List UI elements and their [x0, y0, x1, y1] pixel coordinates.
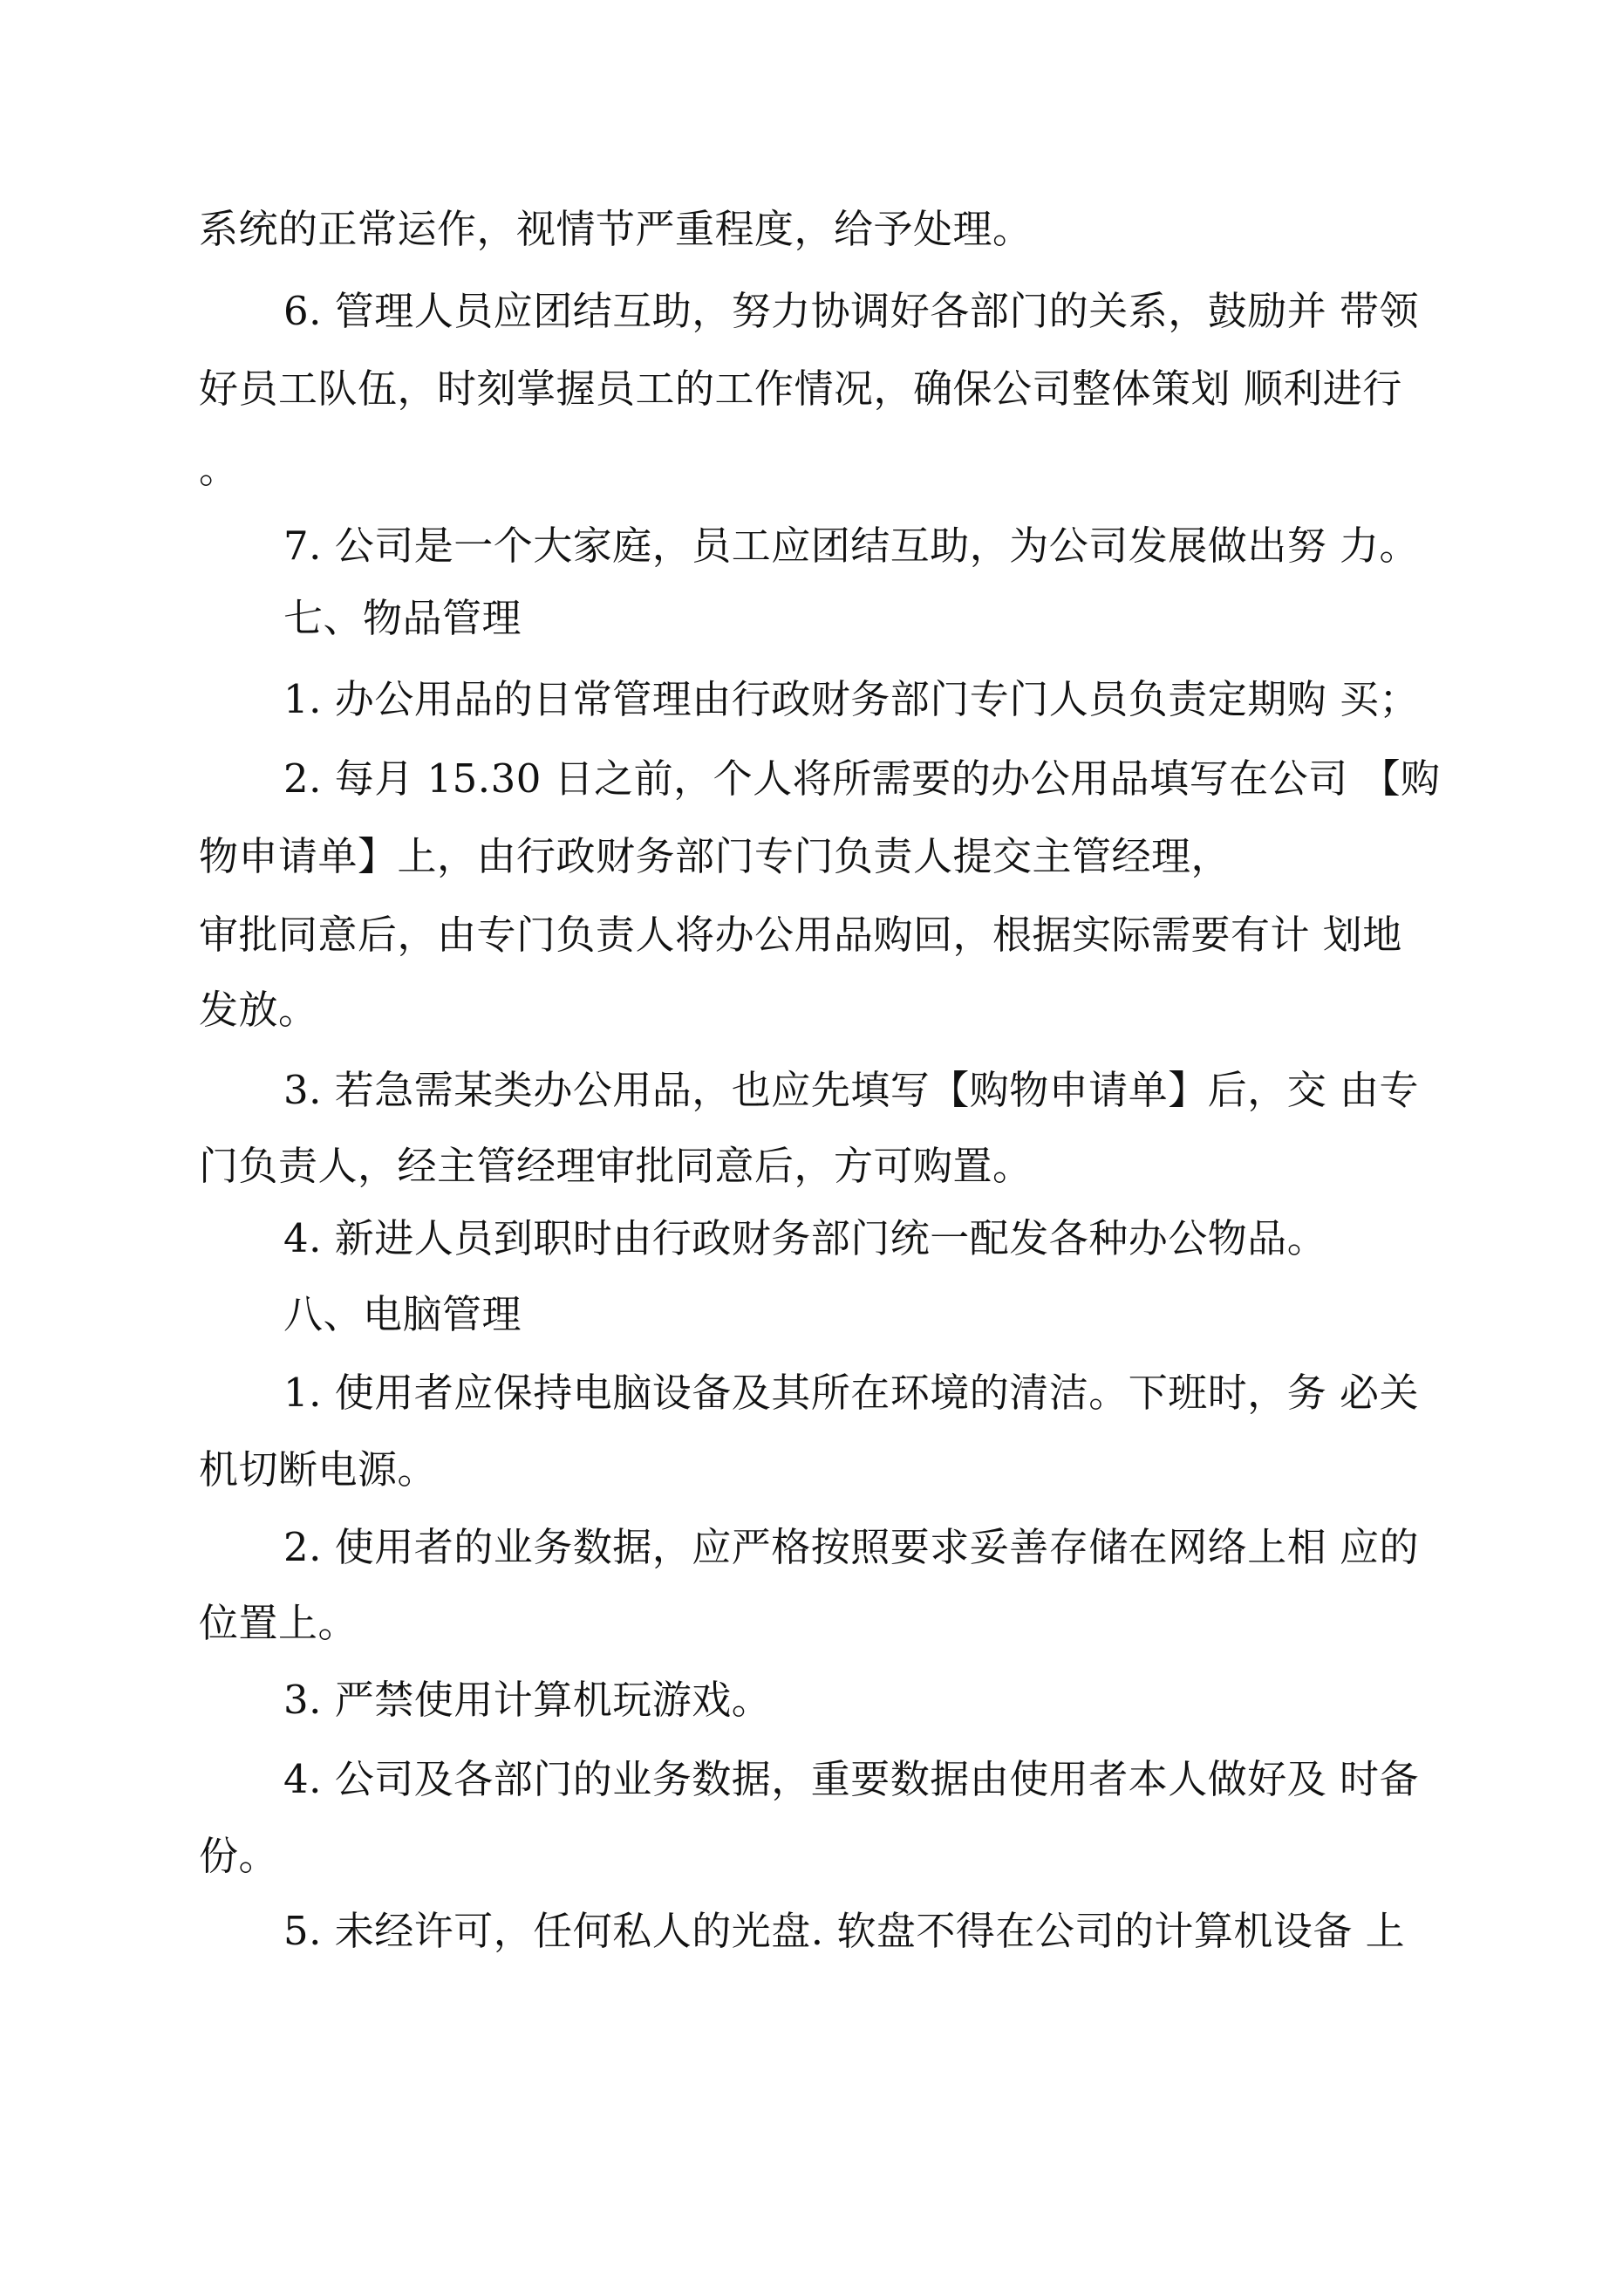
text-line: 物申请单】上，由行政财务部门专门负责人提交主管经理， [199, 833, 1231, 879]
section-heading: 八、电脑管理 [283, 1291, 522, 1337]
numbered-item-line: 2. 使用者的业务数据，应严格按照要求妥善存储在网络上相 应的 [283, 1524, 1420, 1570]
numbered-item-line: 6. 管理人员应团结互助，努力协调好各部门的关系，鼓励并 带领 [283, 288, 1420, 334]
text-line: 位置上。 [199, 1600, 358, 1646]
text-line: 好员工队伍，时刻掌握员工的工作情况，确保公司整体策划 顺利进行 [199, 366, 1402, 412]
numbered-item-line: 3. 严禁使用计算机玩游戏。 [283, 1677, 772, 1723]
text-line: 发放。 [199, 987, 318, 1033]
numbered-item-line: 3. 若急需某类办公用品，也应先填写【购物申请单】后，交 由专 [283, 1067, 1420, 1113]
numbered-item-line: 4. 公司及各部门的业务数据，重要数据由使用者本人做好及 时备 [283, 1756, 1420, 1802]
numbered-item-line: 1. 使用者应保持电脑设备及其所在环境的清洁。下班时，务 必关 [283, 1370, 1420, 1416]
text-line: 系统的正常运作，视情节严重程度，给予处理。 [199, 206, 1033, 252]
text-line: 。 [199, 446, 239, 492]
text-line: 审批同意后，由专门负责人将办公用品购回，根据实际需要有计 划地 [199, 912, 1402, 958]
numbered-item-line: 5. 未经许可，任何私人的光盘. 软盘不得在公司的计算机设备 上 [283, 1908, 1406, 1954]
text-line: 门负责人，经主管经理审批同意后，方可购置。 [199, 1143, 1033, 1189]
text-line: 份。 [199, 1833, 279, 1879]
text-line: 机切断电源。 [199, 1446, 438, 1493]
section-heading: 七、物品管理 [283, 595, 522, 641]
numbered-item-line: 7. 公司是一个大家庭，员工应团结互助，为公司发展做出努 力。 [283, 523, 1420, 569]
numbered-item-line: 2. 每月 15.30 日之前，个人将所需要的办公用品填写在公司 【购 [283, 755, 1441, 802]
numbered-item-line: 1. 办公用品的日常管理由行政财务部门专门人员负责定期购 买； [283, 676, 1420, 722]
numbered-item-line: 4. 新进人员到职时由行政财务部门统一配发各种办公物品。 [283, 1215, 1327, 1261]
